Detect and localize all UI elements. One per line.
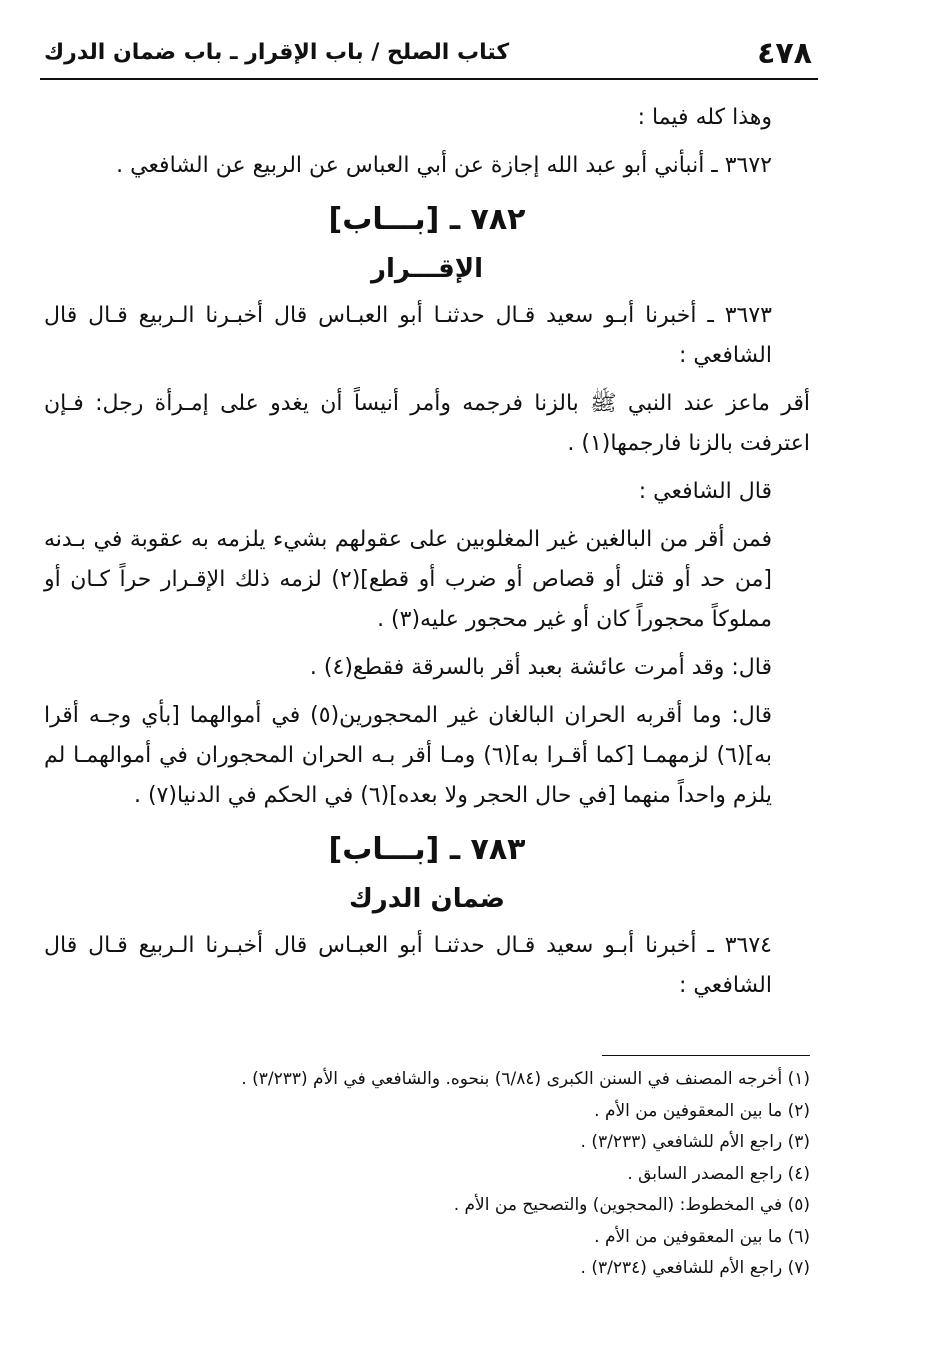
running-head (40, 30, 818, 80)
footnote-5: (٥) في المخطوط: (المحجوين) والتصحيح من الأم . (453, 1195, 810, 1215)
page-number: ٤٧٨ (757, 36, 812, 71)
footnote-2: (٢) ما بين المعقوفين من الأم . (594, 1100, 810, 1121)
footnote-1: (١) أخرجه المصنف في السنن الكبرى (٦/٨٤) بنحوه. والشافعي في الأم (٣/٢٣٣) . (241, 1069, 810, 1089)
footnote-3: (٣) راجع الأم للشافعي (٣/٢٣٣) . (580, 1132, 810, 1152)
footnote-separator (602, 1055, 810, 1056)
intro-line: وهذا كله فيما : (637, 105, 772, 130)
chapter-782-heading: ٧٨٢ ـ [بـــاب] (328, 202, 526, 237)
paragraph-aisha: قال: وقد أمرت عائشة بعبد أقر بالسرقة فقطع(٤) . (309, 655, 772, 680)
qal-shafii-line: قال الشافعي : (638, 479, 772, 504)
paragraph-huran: قال: وما أقربه الحران البالغان غير المحجورين(٥) في أموالهما [بأي وجـه أقرا به](٦) لزمهمـا [كما أقـرا به](٦) ومـا أقر بـه الحران المحجوران في أموالهمـا لم يلزم واحداً منهما [في حال الحجر ولا بعده](٦) في الحكم في الدنيا(٧) . (44, 703, 773, 808)
paragraph-fa-man: فمن أقر من البالغين غير المغلوبين على عقولهم بشيء يلزمه به عقوبة في بـدنه [من حد أو قتل أو قصاص أو ضرب أو قطع](٢) لزمه ذلك الإقـرار حراً كـان أو مملوكاً محجوراً كان أو غير محجور عليه(٣) . (44, 527, 772, 632)
footnote-7: (٧) راجع الأم للشافعي (٣/٢٣٤) . (580, 1258, 810, 1278)
running-title: كتاب الصلح / باب الإقرار ـ باب ضمان الدرك (44, 40, 510, 65)
paragraph-maiz: أقر ماعز عند النبي ﷺ بالزنا فرجمه وأمر أنيساً أن يغدو على إمـرأة رجل: فـإن اعترفت بالزنا فارجمها(١) . (44, 391, 810, 456)
footnote-4: (٤) راجع المصدر السابق . (627, 1163, 810, 1184)
chapter-782-title: الإقـــرار (370, 254, 483, 284)
hadith-3672: ٣٦٧٢ ـ أنبأني أبو عبد الله إجازة عن أبي العباس عن الربيع عن الشافعي . (116, 153, 772, 178)
hadith-3673: ٣٦٧٣ ـ أخبرنا أبـو سعيد قـال حدثنـا أبو العبـاس قال أخبـرنا الـربيع قـال قال الشافعي : (44, 303, 772, 368)
chapter-783-heading: ٧٨٣ ـ [بـــاب] (328, 832, 526, 867)
main-text (44, 98, 810, 1014)
chapter-783-title: ضمان الدرك (348, 884, 506, 914)
footnotes (120, 1064, 810, 1285)
footnote-6: (٦) ما بين المعقوفين من الأم . (594, 1226, 810, 1247)
hadith-3674: ٣٦٧٤ ـ أخبرنا أبـو سعيد قـال حدثنـا أبو العبـاس قال أخبـرنا الـربيع قـال قال الشافعي : (44, 933, 772, 998)
